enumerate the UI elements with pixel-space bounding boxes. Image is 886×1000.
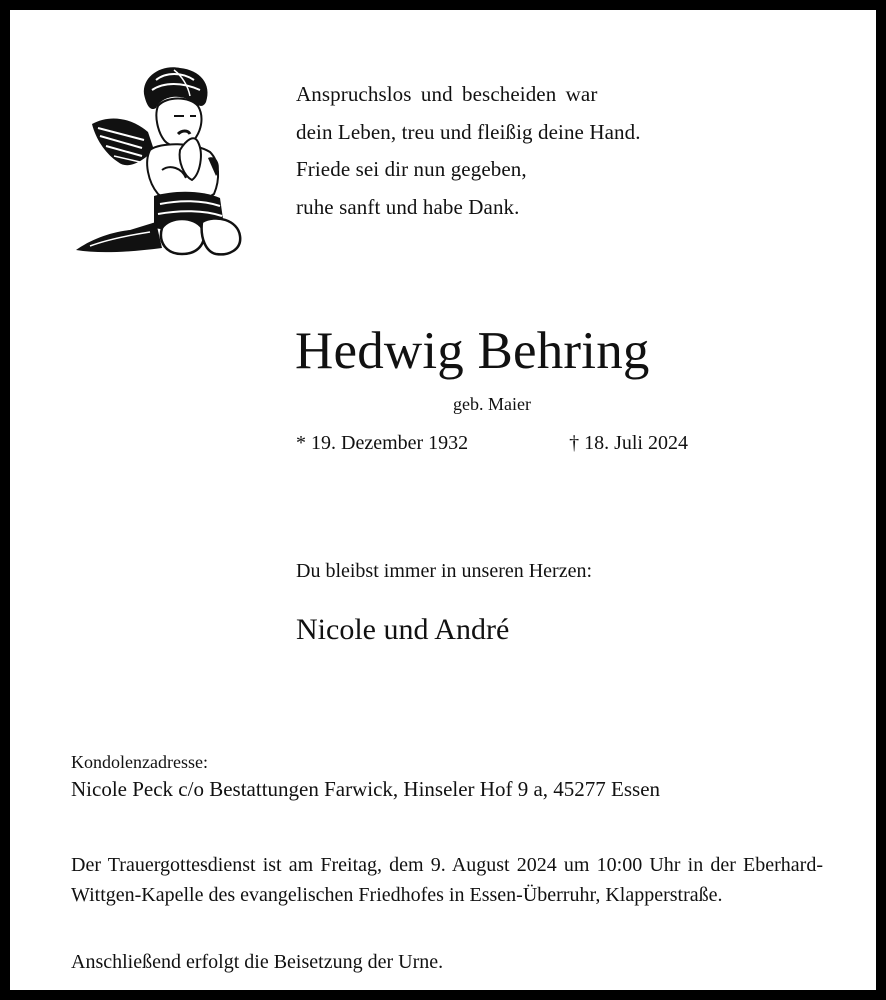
- angel-knees: [161, 218, 240, 254]
- maiden-name: geb. Maier: [453, 394, 531, 414]
- death-date: † 18. Juli 2024: [569, 432, 688, 454]
- poem-line: Friede sei dir nun gegeben,: [296, 157, 527, 181]
- deceased-name: Hedwig Behring: [295, 322, 650, 380]
- condolence-label: Kondolenzadresse:: [71, 752, 208, 772]
- condolence-address: Nicole Peck c/o Bestattungen Farwick, Hinseler Hof 9 a, 45277 Essen: [71, 777, 661, 801]
- obituary-frame: [10, 10, 876, 990]
- dedication-text: Du bleibst immer in unseren Herzen:: [296, 560, 593, 582]
- praying-cherub-angel-icon: [70, 58, 246, 258]
- funeral-service-text: Der Trauergottesdienst ist am Freitag, dem 9. August 2024 um 10:00 Uhr in der Eberhard-Wittgen-Kapelle des evangelischen Friedhofes in Essen-Überruhr, Klapperstraße.: [71, 854, 823, 906]
- poem-line: ruhe sanft und habe Dank.: [296, 194, 520, 219]
- poem-line: Anspruchslos und bescheiden war: [296, 82, 598, 106]
- angel-wing: [92, 118, 154, 165]
- mourners-names: Nicole und André: [296, 613, 510, 646]
- burial-text: Anschließend erfolgt die Beisetzung der Urne.: [71, 951, 444, 973]
- poem: [296, 76, 641, 226]
- birth-date: * 19. Dezember 1932: [296, 432, 469, 454]
- poem-line: dein Leben, treu und fleißig deine Hand.: [296, 119, 641, 144]
- life-dates: [296, 430, 688, 456]
